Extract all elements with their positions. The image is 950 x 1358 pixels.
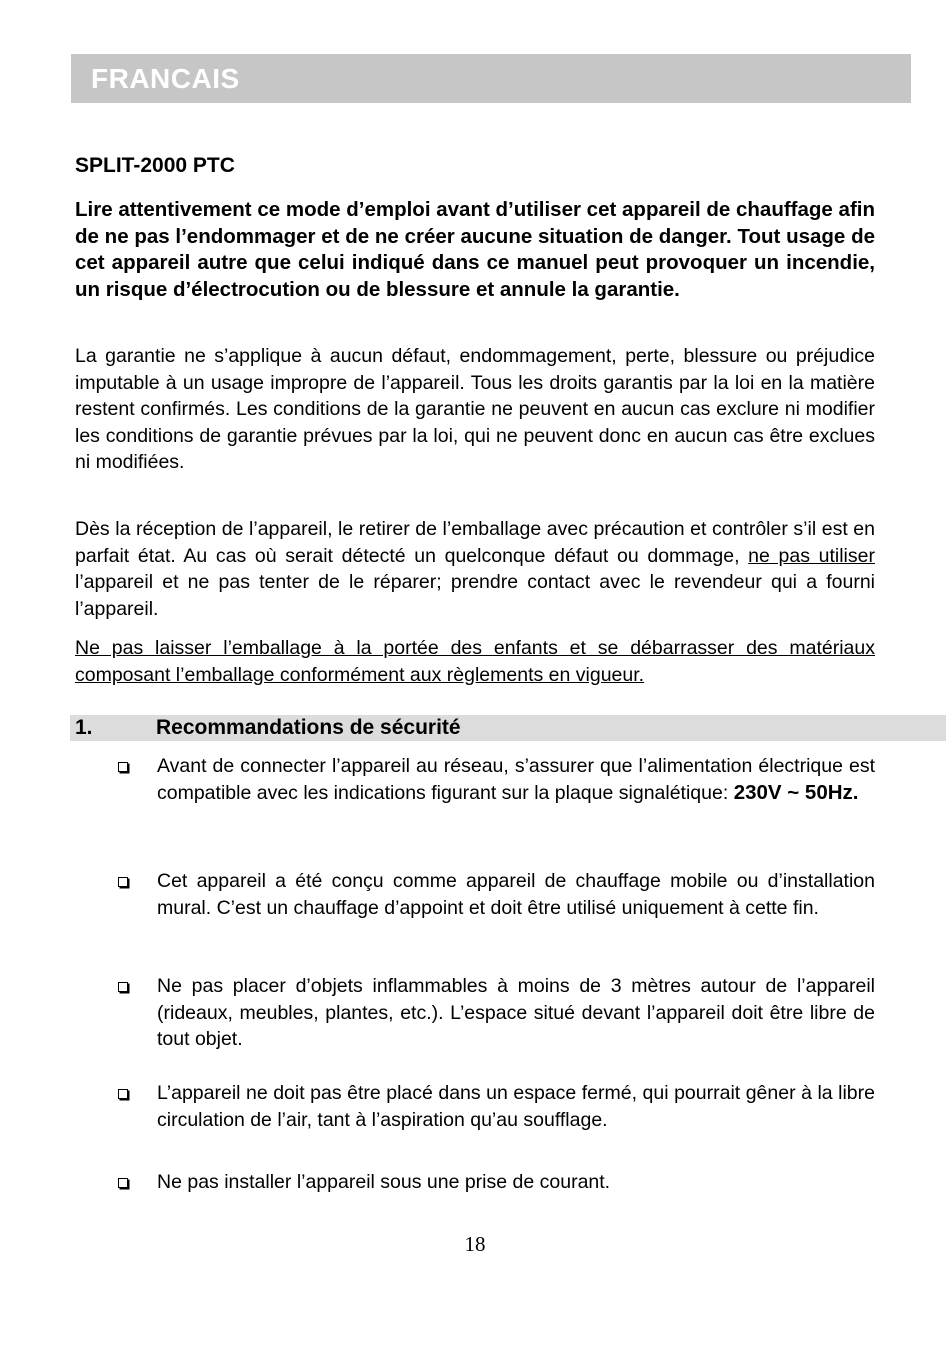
reception-paragraph bbox=[75, 516, 875, 622]
packaging-warning: Ne pas laisser l’emballage à la portée des enfants et se débarrasser des matériaux composant l’emballage conformément aux règlements en vigueur. bbox=[75, 637, 875, 686]
do-not-use-underlined: ne pas utiliser bbox=[748, 544, 875, 567]
list-item bbox=[157, 753, 875, 806]
language-title: FRANCAIS bbox=[91, 63, 240, 94]
voltage-rating: 230V ~ 50Hz. bbox=[733, 780, 859, 804]
list-item-text: Avant de connecter l’appareil au réseau, s’assurer que l’alimentation électrique est compatible avec les indications figurant sur la plaque signalétique: bbox=[157, 755, 875, 804]
warranty-paragraph: La garantie ne s’applique à aucun défaut, endommagement, perte, blessure ou préjudice imputable à un usage impropre de l’appareil. Tous les droits garantis par la loi en la matière restent confirmés. Les conditions de la garantie ne peuvent en aucun cas exclure ni modifier les conditions de garantie prévues par la loi, qui ne peuvent donc en aucun cas être exclues ni modifiées. bbox=[75, 345, 875, 474]
checkbox-bullet-icon bbox=[118, 1089, 128, 1099]
checkbox-bullet-icon bbox=[118, 877, 128, 887]
section-header bbox=[70, 715, 946, 741]
list-item: Cet appareil a été conçu comme appareil de chauffage mobile ou d’installation mural. C’est un chauffage d’appoint et doit être utilisé uniquement à cette fin. bbox=[157, 870, 875, 919]
checkbox-bullet-icon bbox=[118, 982, 128, 992]
reception-text-after: l’appareil et ne pas tenter de le réparer; prendre contact avec le revendeur qui a fourni l’appareil. bbox=[75, 571, 875, 620]
list-item: Ne pas installer l’appareil sous une prise de courant. bbox=[157, 1171, 611, 1193]
language-header bbox=[71, 54, 911, 103]
reception-text-before: Dès la réception de l’appareil, le retirer de l’emballage avec précaution et contrôler s’il est en parfait état. Au cas où serait détecté un quelconque défaut ou dommage, bbox=[75, 518, 875, 567]
list-item: L’appareil ne doit pas être placé dans un espace fermé, qui pourrait gêner à la libre circulation de l’air, tant à l’aspiration qu’au soufflage. bbox=[157, 1082, 875, 1131]
checkbox-bullet-icon bbox=[118, 762, 128, 772]
section-title: Recommandations de sécurité bbox=[156, 716, 461, 739]
page-number: 18 bbox=[464, 1232, 486, 1256]
list-item: Ne pas placer d’objets inflammables à moins de 3 mètres autour de l’appareil (rideaux, meubles, plantes, etc.). L’espace situé devant l’appareil doit être libre de tout objet. bbox=[157, 975, 875, 1051]
intro-paragraph: Lire attentivement ce mode d’emploi avant d’utiliser cet appareil de chauffage afin de ne pas l’endommager et de ne créer aucune situation de danger. Tout usage de cet appareil autre que celui indiqué dans ce manuel peut provoquer un incendie, un risque d’électrocution ou de blessure et annule la garantie. bbox=[75, 198, 875, 301]
section-number: 1. bbox=[75, 716, 93, 739]
checkbox-bullet-icon bbox=[118, 1178, 128, 1188]
model-title: SPLIT-2000 PTC bbox=[75, 154, 235, 177]
